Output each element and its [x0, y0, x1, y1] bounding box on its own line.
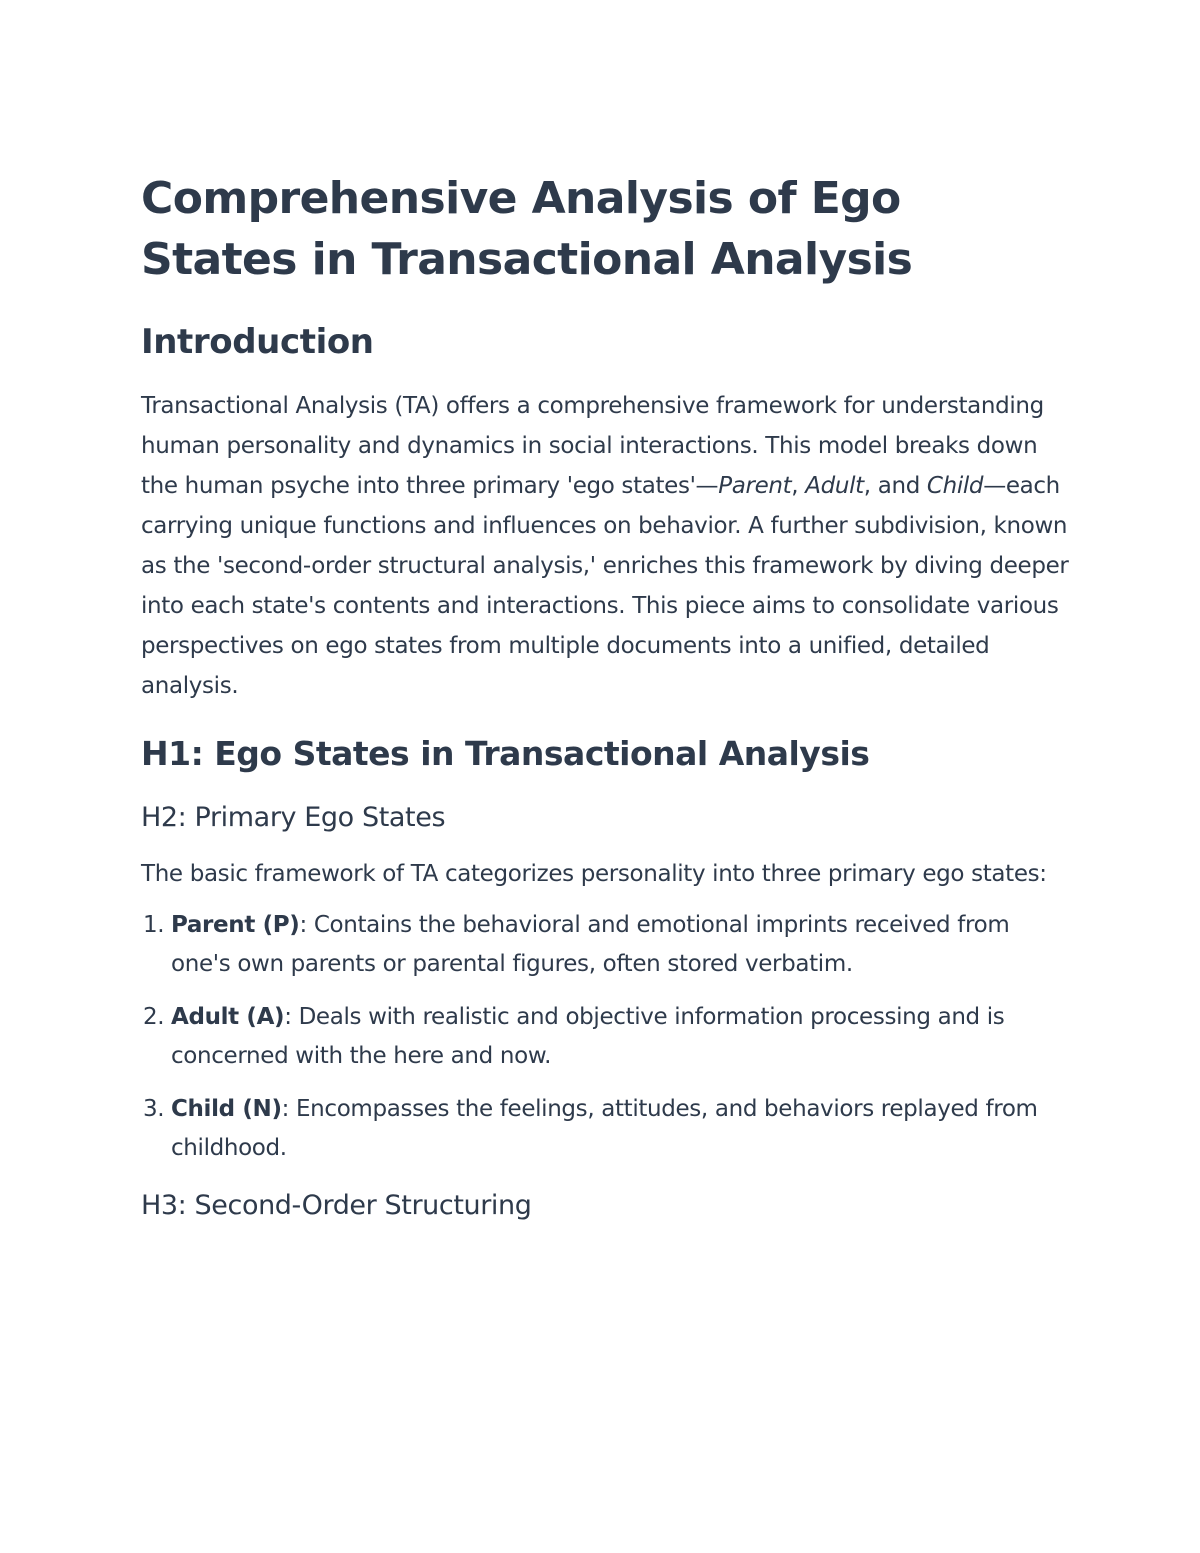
list-item-term: Parent (P) [171, 912, 300, 938]
list-item [141, 906, 1071, 984]
list-item-number: 3. [143, 1096, 165, 1122]
h3-heading: H3: Second-Order Structuring [141, 1190, 532, 1221]
list-item-term: Child (N) [171, 1096, 282, 1122]
list-item-term: Adult (A) [171, 1004, 285, 1030]
document-page [141, 168, 1071, 1226]
intro-term-parent: Parent [718, 473, 792, 499]
introduction-paragraph [141, 386, 1071, 706]
intro-term-child: Child [926, 473, 984, 499]
intro-separator-2: , and [863, 473, 927, 499]
list-item-text: : Encompasses the feelings, attitudes, and behaviors replayed from childhood. [171, 1096, 1038, 1161]
intro-text-part2: —each carrying unique functions and influences on behavior. A further subdivision, known as the 'second-order structural analysis,' enriches this framework by diving deeper into each state's contents and interactions. This piece aims to consolidate various perspectives on ego states from multiple documents into a unified, detailed analysis. [141, 473, 1069, 699]
document-title: Comprehensive Analysis of Ego States in Transactional Analysis [141, 173, 913, 285]
h1-heading: H1: Ego States in Transactional Analysis [141, 734, 870, 773]
h2-paragraph: The basic framework of TA categorizes personality into three primary ego states: [141, 861, 1047, 887]
intro-term-adult: Adult [805, 473, 864, 499]
list-item [141, 1090, 1071, 1168]
list-item [141, 998, 1071, 1076]
h2-heading: H2: Primary Ego States [141, 802, 446, 833]
list-item-text: : Contains the behavioral and emotional imprints received from one's own parents or parental figures, often stored verbatim. [171, 912, 1010, 977]
intro-text-part1: Transactional Analysis (TA) offers a comprehensive framework for understanding human personality and dynamics in social interactions. This model breaks down the human psyche into three primary 'ego states'— [141, 393, 1044, 499]
list-item-text: : Deals with realistic and objective information processing and is concerned with the here and now. [171, 1004, 1005, 1069]
list-item-number: 1. [143, 912, 165, 938]
intro-separator-1: , [791, 473, 806, 499]
introduction-heading: Introduction [141, 322, 374, 362]
list-item-number: 2. [143, 1004, 165, 1030]
ego-states-list [141, 906, 1071, 1168]
